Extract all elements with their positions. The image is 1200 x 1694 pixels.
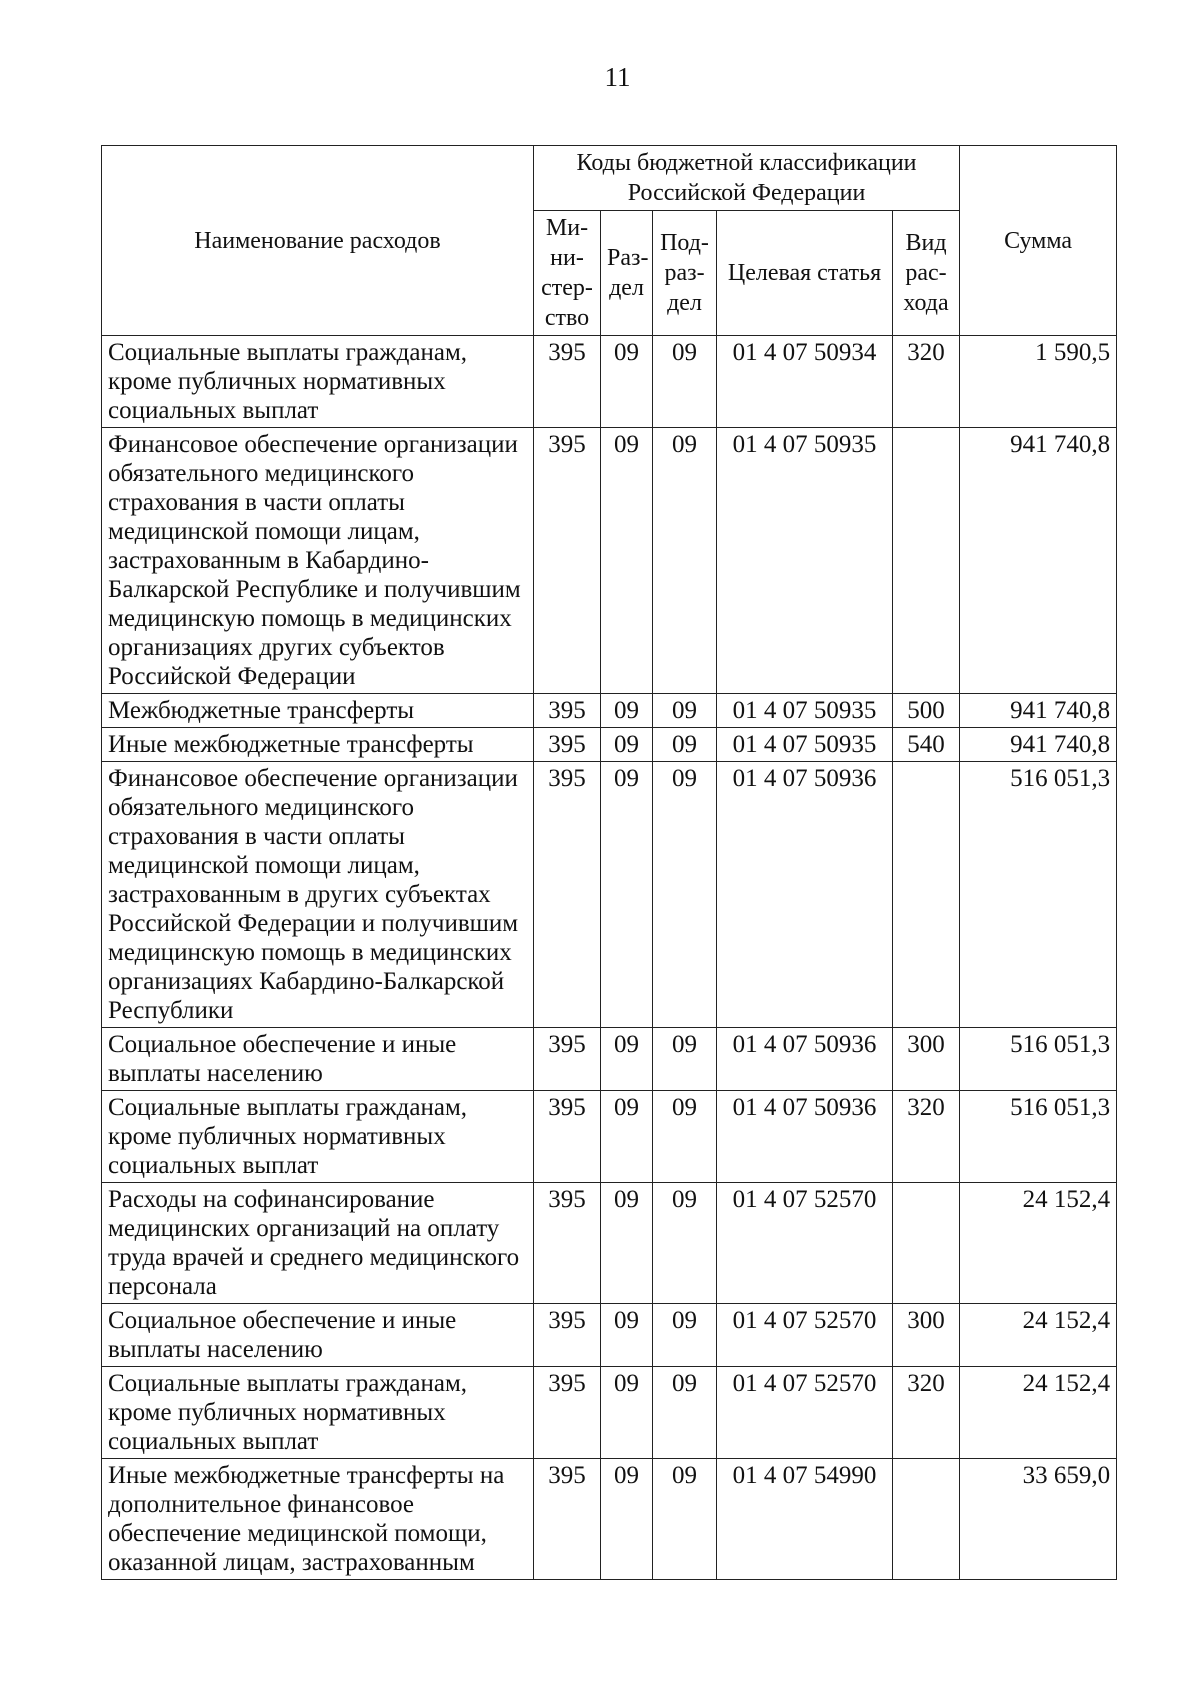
row-sum: 941 740,8 [960,428,1117,694]
row-subsection: 09 [653,1091,717,1183]
table-row [102,694,1117,728]
row-section: 09 [601,762,653,1028]
table-row [102,1183,1117,1304]
row-subsection: 09 [653,762,717,1028]
header-name: Наименование расходов [102,146,534,336]
table-row [102,1304,1117,1367]
row-type: 320 [893,1367,960,1459]
table-row [102,762,1117,1028]
row-name: Социальные выплаты гражданам, кроме публичных нормативных социальных выплат [102,336,534,428]
row-ministry: 395 [534,1367,601,1459]
header-sum: Сумма [960,146,1117,336]
row-name: Финансовое обеспечение организации обязательного медицинского страхования в части оплаты медицинской помощи лицам, застрахованным в Кабардино-Балкарской Республике и получившим медицинскую помощь в медицинских организациях других субъектов Российской Федерации [102,428,534,694]
table-row [102,1459,1117,1580]
row-sum: 24 152,4 [960,1367,1117,1459]
table-row [102,1028,1117,1091]
row-name: Социальное обеспечение и иные выплаты населению [102,1304,534,1367]
row-type: 540 [893,728,960,762]
row-section: 09 [601,728,653,762]
row-ministry: 395 [534,694,601,728]
row-ministry: 395 [534,428,601,694]
header-ministry [534,211,601,336]
row-sum: 1 590,5 [960,336,1117,428]
row-name: Расходы на софинансирование медицинских организаций на оплату труда врачей и среднего медицинского персонала [102,1183,534,1304]
row-target: 01 4 07 52570 [717,1183,893,1304]
row-section: 09 [601,1459,653,1580]
header-section-text: Раз-дел [607,245,649,301]
row-target: 01 4 07 50934 [717,336,893,428]
row-type: 300 [893,1304,960,1367]
table-row [102,1091,1117,1183]
row-type [893,1183,960,1304]
row-subsection: 09 [653,1183,717,1304]
row-type [893,428,960,694]
row-ministry: 395 [534,1459,601,1580]
row-ministry: 395 [534,1091,601,1183]
row-sum: 33 659,0 [960,1459,1117,1580]
row-type [893,1459,960,1580]
row-ministry: 395 [534,728,601,762]
row-type: 300 [893,1028,960,1091]
row-sum: 24 152,4 [960,1183,1117,1304]
row-target: 01 4 07 54990 [717,1459,893,1580]
row-name: Социальные выплаты гражданам, кроме публичных нормативных социальных выплат [102,1367,534,1459]
row-sum: 941 740,8 [960,728,1117,762]
row-sum: 516 051,3 [960,1091,1117,1183]
header-section [601,211,653,336]
row-target: 01 4 07 50936 [717,1091,893,1183]
row-type: 500 [893,694,960,728]
row-section: 09 [601,1183,653,1304]
row-type: 320 [893,1091,960,1183]
row-section: 09 [601,1028,653,1091]
header-subsection-text: Под-раз-дел [660,230,709,316]
row-section: 09 [601,1367,653,1459]
row-target: 01 4 07 52570 [717,1304,893,1367]
row-name: Иные межбюджетные трансферты на дополнительное финансовое обеспечение медицинской помощи, оказанной лицам, застрахованным [102,1459,534,1580]
row-subsection: 09 [653,1459,717,1580]
row-target: 01 4 07 52570 [717,1367,893,1459]
row-subsection: 09 [653,728,717,762]
row-ministry: 395 [534,762,601,1028]
header-codes-group: Коды бюджетной классификации Российской Федерации [534,146,960,211]
row-subsection: 09 [653,1367,717,1459]
row-sum: 516 051,3 [960,1028,1117,1091]
table-row [102,1367,1117,1459]
table-row [102,428,1117,694]
row-name: Иные межбюджетные трансферты [102,728,534,762]
row-target: 01 4 07 50935 [717,428,893,694]
page-number: 11 [604,62,631,92]
row-sum: 516 051,3 [960,762,1117,1028]
row-target: 01 4 07 50936 [717,1028,893,1091]
row-ministry: 395 [534,1028,601,1091]
row-ministry: 395 [534,1183,601,1304]
row-target: 01 4 07 50935 [717,728,893,762]
table-row [102,728,1117,762]
budget-table [101,145,1117,1580]
row-section: 09 [601,336,653,428]
row-subsection: 09 [653,1028,717,1091]
row-name: Межбюджетные трансферты [102,694,534,728]
row-section: 09 [601,428,653,694]
row-name: Социальное обеспечение и иные выплаты населению [102,1028,534,1091]
row-target: 01 4 07 50935 [717,694,893,728]
row-name: Социальные выплаты гражданам, кроме публичных нормативных социальных выплат [102,1091,534,1183]
row-subsection: 09 [653,694,717,728]
row-sum: 24 152,4 [960,1304,1117,1367]
row-subsection: 09 [653,336,717,428]
row-section: 09 [601,694,653,728]
row-ministry: 395 [534,336,601,428]
row-section: 09 [601,1091,653,1183]
row-section: 09 [601,1304,653,1367]
header-target: Целевая статья [717,211,893,336]
row-name: Финансовое обеспечение организации обязательного медицинского страхования в части оплаты медицинской помощи лицам, застрахованным в других субъектах Российской Федерации и получившим медицинскую помощь в медицинских организациях Кабардино-Балкарской Республики [102,762,534,1028]
row-ministry: 395 [534,1304,601,1367]
header-row-top [102,146,1117,211]
header-ministry-text: Ми-ни-стер-ство [541,215,593,331]
row-type [893,762,960,1028]
row-subsection: 09 [653,1304,717,1367]
header-subsection [653,211,717,336]
row-sum: 941 740,8 [960,694,1117,728]
row-target: 01 4 07 50936 [717,762,893,1028]
table-row [102,336,1117,428]
row-type: 320 [893,336,960,428]
header-expense-type-text: Вид рас-хода [903,230,949,316]
header-expense-type [893,211,960,336]
row-subsection: 09 [653,428,717,694]
